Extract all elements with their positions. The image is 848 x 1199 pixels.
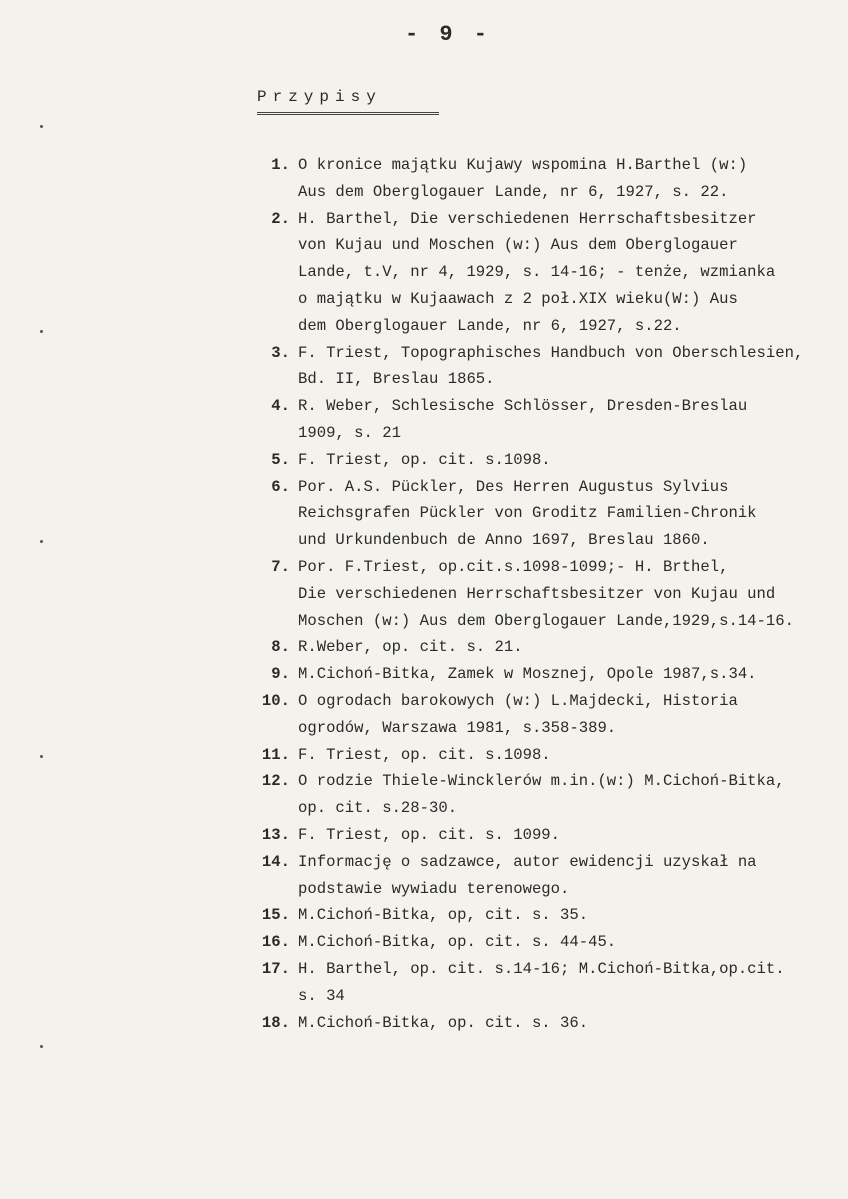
footnote-text [298, 340, 840, 394]
footnote-number: 12. [261, 772, 290, 791]
footnote [240, 742, 840, 769]
footnote-text [298, 1010, 840, 1037]
footnote-line: Bd. II, Breslau 1865. [298, 370, 495, 389]
footnote-number: 18. [261, 1013, 290, 1032]
footnote-line: O kronice majątku Kujawy wspomina H.Barthel (w:) [298, 156, 748, 174]
footnote [240, 447, 840, 474]
footnote-line: s. 34 [298, 986, 345, 1005]
footnote-line: Por. A.S. Pückler, Des Herren Augustus Sylvius [298, 477, 729, 496]
footnote-number: 5. [271, 450, 290, 469]
footnote-line: F. Triest, op. cit. s.1098. [298, 745, 551, 764]
footnote-line: O rodzie Thiele-Wincklerów m.in.(w:) M.Cichoń-Bitka, [298, 772, 785, 791]
footnote [240, 474, 840, 554]
footnotes-list [240, 152, 840, 1036]
footnote-line: Die verschiedenen Herrschaftsbesitzer von Kujau und [298, 584, 776, 603]
footnote-number: 17. [261, 959, 290, 978]
footnote-text [298, 768, 840, 822]
footnote-line: Informację o sadzawce, autor ewidencji uzyskał na [298, 852, 757, 871]
margin-mark [40, 330, 43, 333]
footnote-text [298, 822, 840, 849]
footnote-text [298, 393, 840, 447]
footnote-text [298, 849, 840, 903]
footnote [240, 849, 840, 903]
footnote-text [298, 474, 840, 554]
margin-mark [40, 1045, 43, 1048]
footnote-text [298, 688, 840, 742]
footnote-text [298, 661, 840, 688]
footnote-text [298, 554, 840, 634]
footnote-line: H. Barthel, op. cit. s.14-16; M.Cichoń-Bitka,op.cit. [298, 959, 785, 978]
footnote-line: Por. F.Triest, op.cit.s.1098-1099;- H. Brthel, [298, 557, 729, 576]
footnote [240, 688, 840, 742]
footnote-text [298, 447, 840, 474]
footnote-line: O ogrodach barokowych (w:) L.Majdecki, Historia [298, 691, 738, 710]
footnote-text [298, 929, 840, 956]
footnote-number: 3. [271, 343, 290, 362]
footnote-line: R.Weber, op. cit. s. 21. [298, 638, 523, 657]
footnote-line: op. cit. s.28-30. [298, 799, 458, 818]
margin-mark [40, 540, 43, 543]
margin-mark [40, 755, 43, 758]
footnote-number: 7. [271, 557, 290, 576]
footnote-line: Reichsgrafen Pückler von Groditz Familien-Chronik [298, 504, 757, 523]
footnote [240, 340, 840, 394]
footnote-line: F. Triest, Topographisches Handbuch von Oberschlesien, [298, 343, 804, 362]
footnote-number: 13. [261, 825, 290, 844]
footnote-text [298, 152, 840, 206]
footnote-line: Aus dem Oberglogauer Lande, nr 6, 1927, s. 22. [298, 182, 729, 201]
footnote [240, 152, 840, 206]
footnote-line: M.Cichoń-Bitka, Zamek w Mosznej, Opole 1987,s.34. [298, 665, 757, 684]
footnote [240, 661, 840, 688]
footnote [240, 634, 840, 661]
footnote-line: podstawie wywiadu terenowego. [298, 879, 570, 898]
footnote-line: F. Triest, op. cit. s.1098. [298, 450, 551, 469]
footnote-line: von Kujau und Moschen (w:) Aus dem Oberglogauer [298, 236, 738, 255]
footnote-line: o majątku w Kujaawach z 2 poł.XIX wieku(W:) Aus [298, 289, 738, 308]
footnote-number: 15. [261, 906, 290, 925]
footnote-line: R. Weber, Schlesische Schlösser, Dresden-Breslau [298, 397, 748, 416]
title-underline [257, 112, 439, 115]
footnote-text [298, 902, 840, 929]
footnote-line: Lande, t.V, nr 4, 1929, s. 14-16; - tenże, wzmianka [298, 263, 776, 282]
footnote-line: und Urkundenbuch de Anno 1697, Breslau 1860. [298, 531, 710, 550]
footnote-line: Moschen (w:) Aus dem Oberglogauer Lande,1929,s.14-16. [298, 611, 794, 630]
footnote-number: 9. [271, 665, 290, 684]
footnote [240, 1010, 840, 1037]
footnote-text [298, 206, 840, 340]
footnote-number: 11. [261, 745, 290, 764]
footnote-text [298, 634, 840, 661]
footnote-line: M.Cichoń-Bitka, op, cit. s. 35. [298, 906, 589, 925]
footnote [240, 393, 840, 447]
margin-mark [40, 125, 43, 128]
footnote [240, 929, 840, 956]
footnote-number: 10. [261, 691, 290, 710]
footnote [240, 902, 840, 929]
footnote-line: 1909, s. 21 [298, 423, 401, 442]
footnote-line: H. Barthel, Die verschiedenen Herrschaftsbesitzer [298, 209, 757, 228]
footnote-text [298, 956, 840, 1010]
footnote-number: 4. [271, 397, 290, 416]
page-number: - 9 - [405, 22, 492, 47]
footnote-line: ogrodów, Warszawa 1981, s.358-389. [298, 718, 617, 737]
footnote [240, 554, 840, 634]
footnote-number: 14. [261, 852, 290, 871]
footnote-number: 1. [271, 156, 290, 174]
footnote-text [298, 742, 840, 769]
footnote [240, 768, 840, 822]
footnote-line: dem Oberglogauer Lande, nr 6, 1927, s.22. [298, 316, 682, 335]
footnote [240, 956, 840, 1010]
footnote [240, 822, 840, 849]
page-title: Przypisy [257, 88, 382, 106]
footnote-number: 8. [271, 638, 290, 657]
footnote-line: M.Cichoń-Bitka, op. cit. s. 44-45. [298, 933, 617, 952]
footnote-number: 6. [271, 477, 290, 496]
footnote-line: F. Triest, op. cit. s. 1099. [298, 825, 561, 844]
footnote-number: 16. [261, 933, 290, 952]
footnote [240, 206, 840, 340]
footnote-line: M.Cichoń-Bitka, op. cit. s. 36. [298, 1013, 589, 1032]
footnote-number: 2. [271, 209, 290, 228]
